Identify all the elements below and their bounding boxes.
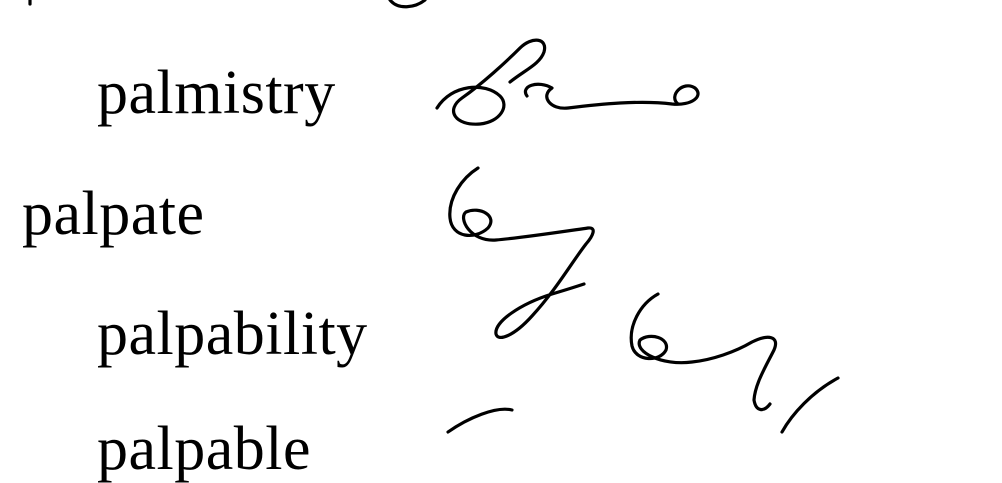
entry-word-palpability: palpability xyxy=(97,300,368,368)
shorthand-palmistry xyxy=(437,40,698,124)
shorthand-palpability xyxy=(631,294,838,432)
shorthand-palpable xyxy=(448,409,512,432)
entry-word-palpable: palpable xyxy=(97,415,312,483)
shorthand-palpate xyxy=(450,168,593,337)
partial-stroke-top xyxy=(390,0,425,7)
entry-word-palpate: palpate xyxy=(22,180,205,248)
entry-word-palmistry: palmistry xyxy=(97,59,336,127)
